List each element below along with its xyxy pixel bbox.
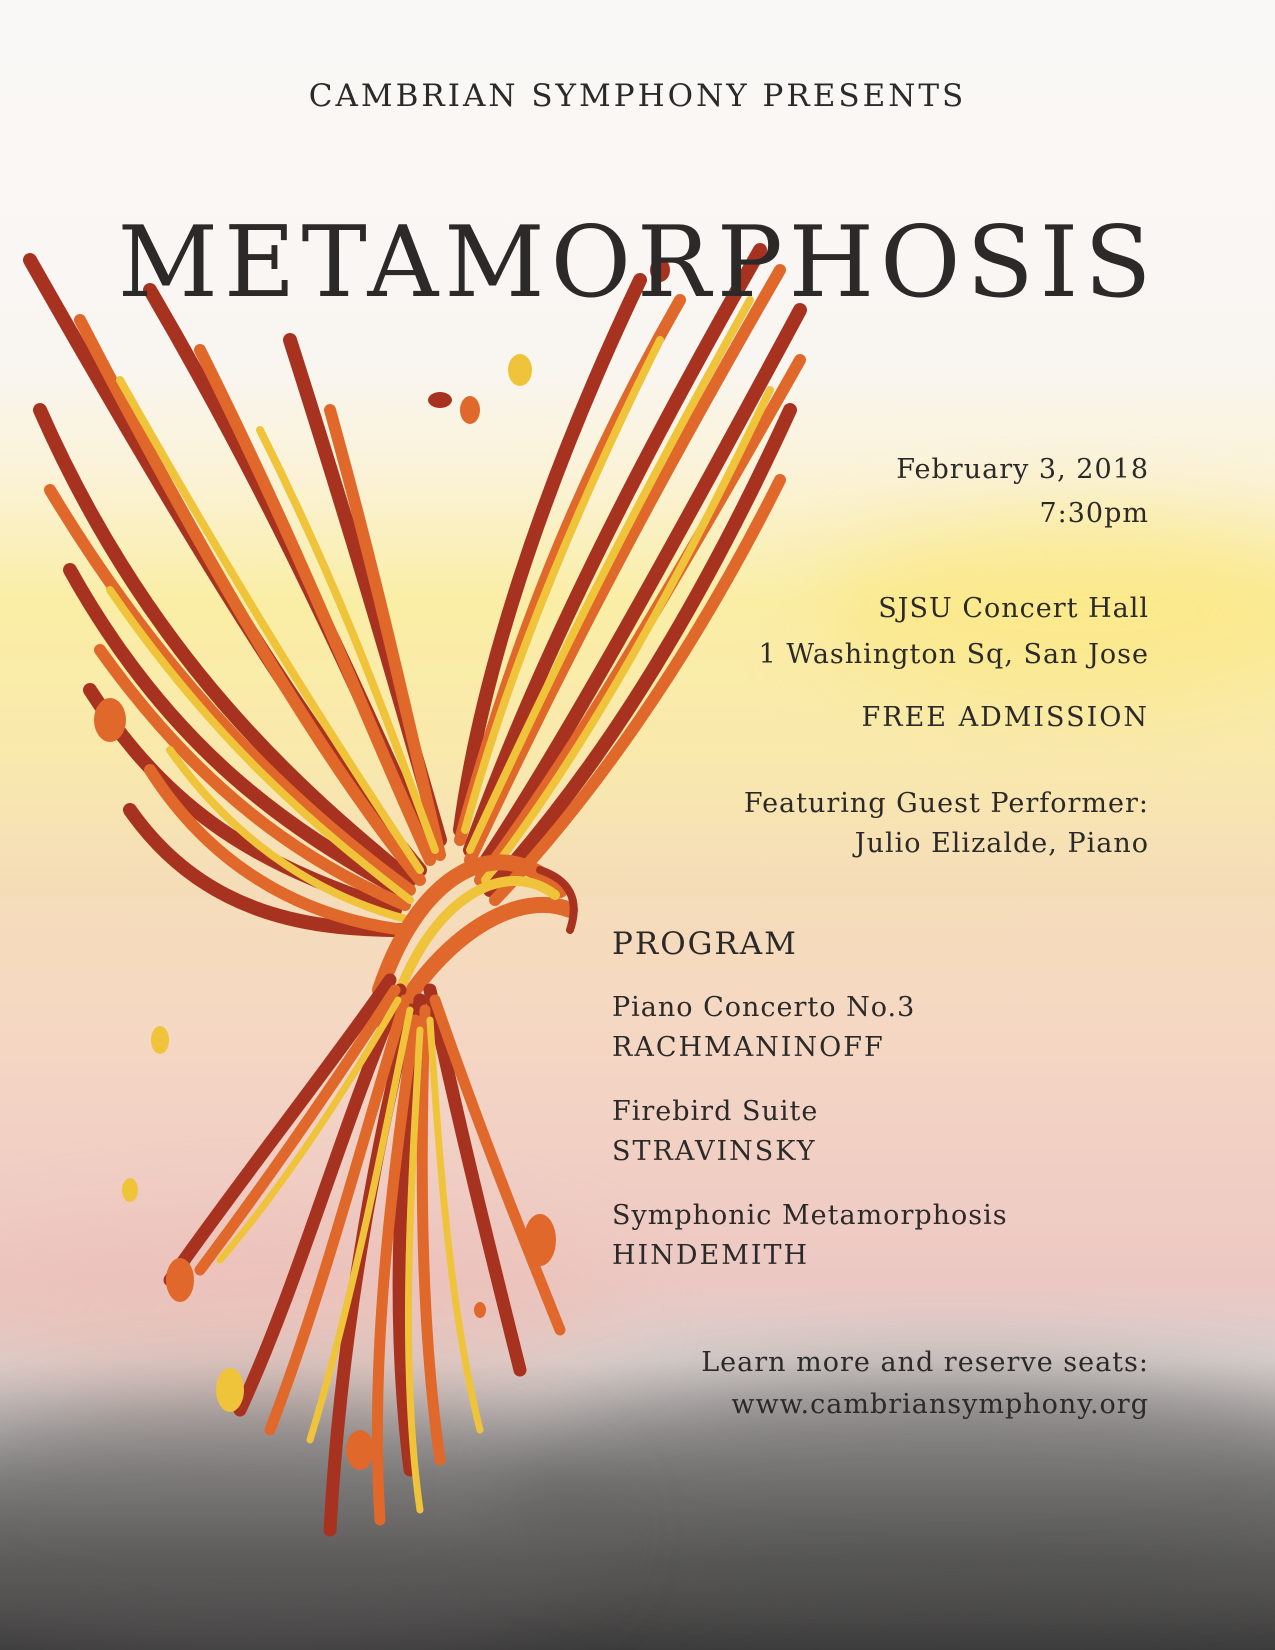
piece-title: Piano Concerto No.3 <box>612 992 916 1023</box>
piece-title: Symphonic Metamorphosis <box>612 1200 1008 1231</box>
event-datetime <box>896 448 1149 536</box>
piece-composer: RACHMANINOFF <box>612 1032 885 1063</box>
piece-composer: STRAVINSKY <box>612 1136 817 1167</box>
event-date: February 3, 2018 <box>896 454 1149 485</box>
cta-label: Learn more and reserve seats: <box>701 1347 1149 1378</box>
event-venue <box>759 586 1149 678</box>
program-heading: PROGRAM <box>612 926 798 962</box>
website-link[interactable]: www.cambriansymphony.org <box>731 1389 1149 1420</box>
guest-name: Julio Elizalde, Piano <box>854 828 1149 859</box>
admission-note: FREE ADMISSION <box>861 702 1149 733</box>
piece-composer: HINDEMITH <box>612 1240 810 1271</box>
program-piece <box>612 988 1172 1068</box>
event-time: 7:30pm <box>1039 498 1149 529</box>
program-piece <box>612 1196 1172 1276</box>
venue-address: 1 Washington Sq, San Jose <box>758 639 1149 670</box>
program-piece <box>612 1092 1172 1172</box>
guest-performer <box>744 784 1149 864</box>
program-section <box>612 926 1172 1300</box>
piece-title: Firebird Suite <box>612 1096 819 1127</box>
event-title: METAMORPHOSIS <box>117 205 1158 320</box>
venue-name: SJSU Concert Hall <box>878 593 1149 624</box>
guest-label: Featuring Guest Performer: <box>743 788 1149 819</box>
presenter-line: CAMBRIAN SYMPHONY PRESENTS <box>308 78 967 114</box>
call-to-action <box>701 1342 1149 1426</box>
